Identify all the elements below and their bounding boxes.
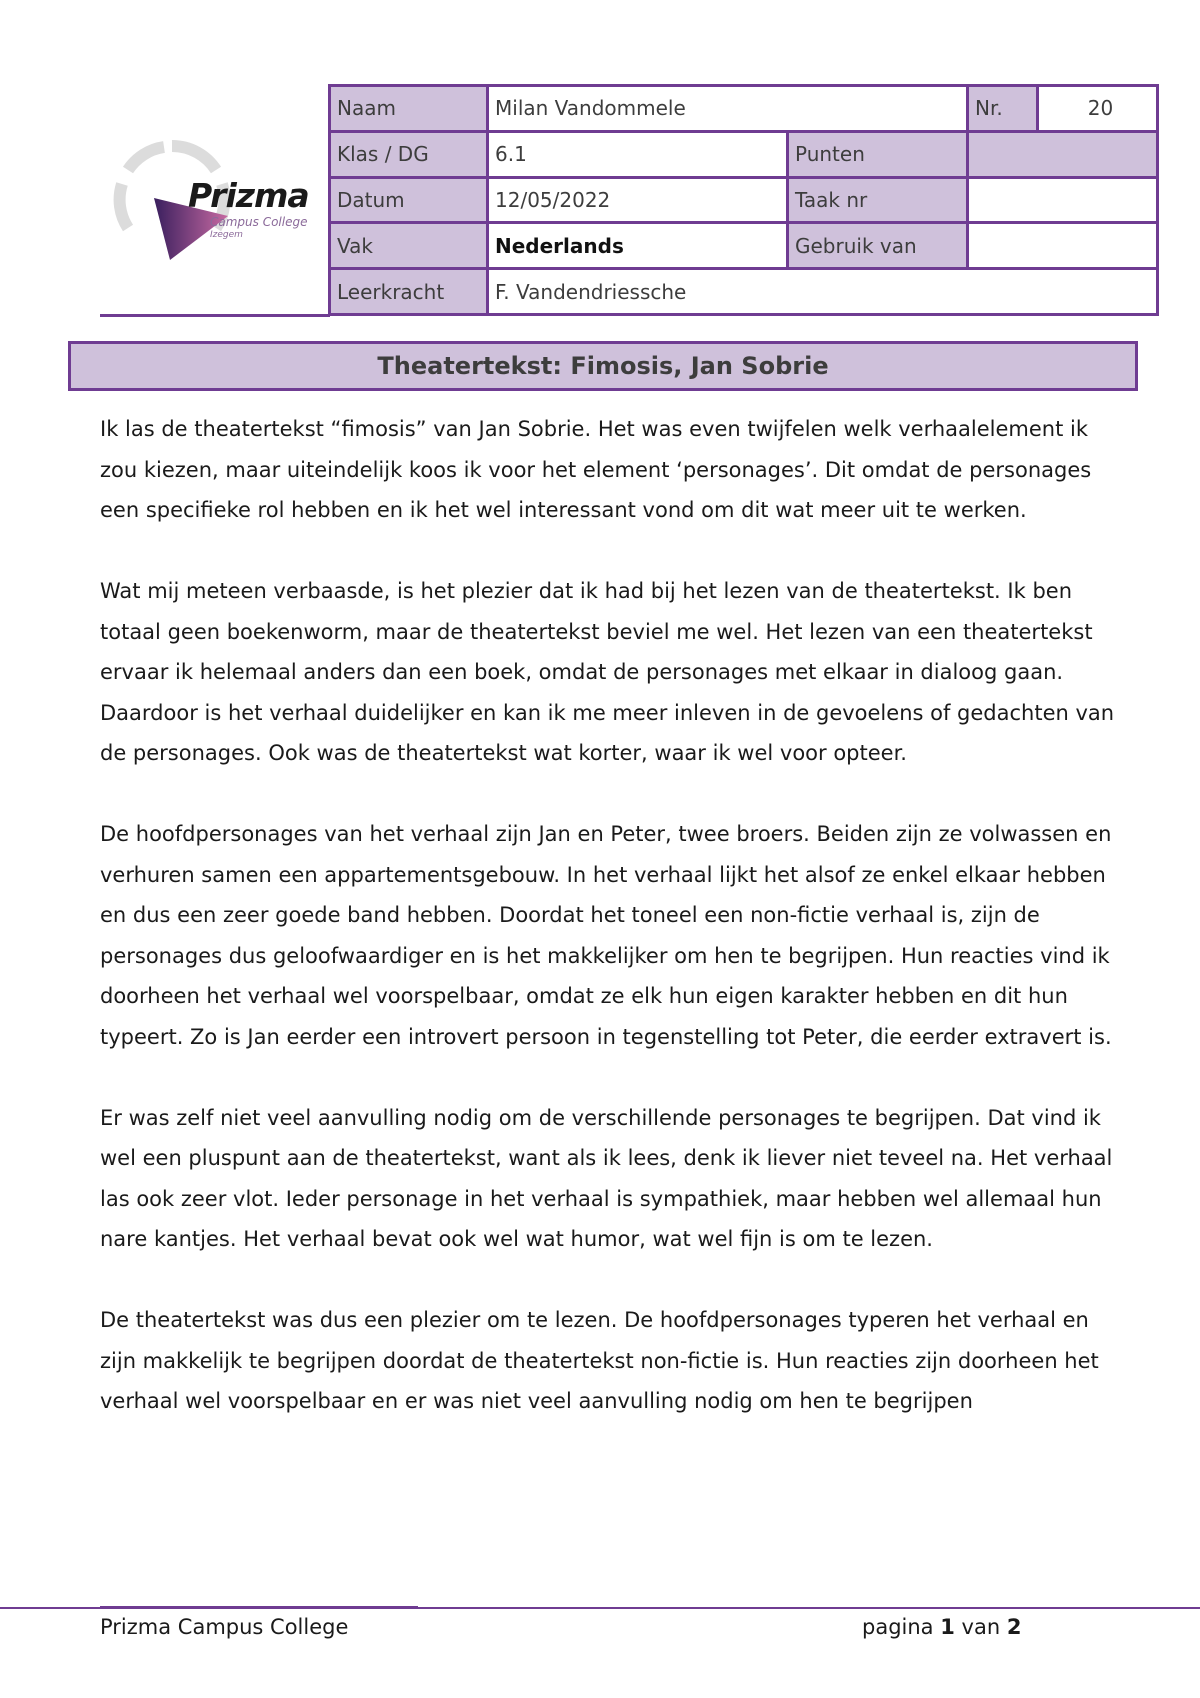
- of-word: van: [961, 1615, 1001, 1639]
- gebruik-value: [968, 223, 1158, 269]
- gebruik-label: Gebruik van: [788, 223, 968, 269]
- paragraph: Er was zelf niet veel aanvulling nodig om de verschillende personages te begrijpen. Dat vind ik wel een pluspunt aan de theatertekst, want als ik lees, denk ik liever niet teveel na. Het verhaal las ook zeer vlot. Ieder personage in het verhaal is sympathiek, maar hebben wel allemaal hun nare kantjes. Het verhaal bevat ook wel wat humor, wat wel fijn is om te lezen.: [100, 1105, 1113, 1251]
- taak-label: Taak nr: [788, 177, 968, 223]
- punten-label: Punten: [788, 131, 968, 177]
- row-leerkracht: [330, 269, 1158, 315]
- logo-subtitle: Campus College: [210, 215, 308, 229]
- naam-value: Milan Vandommele: [488, 86, 968, 132]
- page-word: pagina: [862, 1615, 934, 1639]
- vak-label: Vak: [330, 223, 488, 269]
- nr-label: Nr.: [968, 86, 1038, 132]
- leerkracht-value: F. Vandendriessche: [488, 269, 1158, 315]
- taak-value: [968, 177, 1158, 223]
- datum-value: 12/05/2022: [488, 177, 788, 223]
- row-vak: [330, 223, 1158, 269]
- row-naam: [330, 86, 1158, 132]
- school-logo: [112, 136, 312, 266]
- footer-school: Prizma Campus College: [100, 1615, 349, 1639]
- paragraph: Ik las de theatertekst “fimosis” van Jan Sobrie. Het was even twijfelen welk verhaalelement ik zou kiezen, maar uiteindelijk koos ik voor het element ‘personages’. Dit omdat de personages een specifieke rol hebben en ik het wel interessant vond om dit wat meer uit te werken.: [100, 417, 1092, 522]
- klas-label: Klas / DG: [330, 131, 488, 177]
- naam-label: Naam: [330, 86, 488, 132]
- logo-name: Prizma: [188, 176, 309, 215]
- logo-city: Izegem: [210, 230, 243, 240]
- row-datum: [330, 177, 1158, 223]
- vak-value: Nederlands: [488, 223, 788, 269]
- datum-label: Datum: [330, 177, 488, 223]
- footer-page-number: [862, 1615, 1021, 1639]
- footer-divider-accent: [100, 1606, 418, 1608]
- leerkracht-label: Leerkracht: [330, 269, 488, 315]
- paragraph: Wat mij meteen verbaasde, is het plezier dat ik had bij het lezen van de theatertekst. Ik ben totaal geen boekenworm, maar de theatertekst beviel me wel. Het lezen van een theatertekst ervaar ik helemaal anders dan een boek, omdat de personages met elkaar in dialoog gaan. Daardoor is het verhaal duidelijker en kan ik me meer inleven in de gevoelens of gedachten van de personages. Ook was de theatertekst wat korter, waar ik wel voor opteer.: [100, 579, 1115, 765]
- document-title: Theatertekst: Fimosis, Jan Sobrie: [68, 341, 1138, 391]
- header-divider: [100, 314, 330, 317]
- document-body: [100, 409, 1120, 1462]
- page-total: 2: [1006, 1615, 1022, 1639]
- paragraph: De hoofdpersonages van het verhaal zijn Jan en Peter, twee broers. Beiden zijn ze volwassen en verhuren samen een appartementsgebouw. In het verhaal lijkt het alsof ze enkel elkaar hebben en dus een zeer goede band hebben. Doordat het toneel een non-fictie verhaal is, zijn de personages dus geloofwaardiger en is het makkelijker om hen te begrijpen. Hun reacties vind ik doorheen het verhaal wel voorspelbaar, omdat ze elk hun eigen karakter hebben en dit hun typeert. Zo is Jan eerder een introvert persoon in tegenstelling tot Peter, die eerder extravert is.: [100, 822, 1112, 1049]
- header-info-table: [328, 84, 1159, 316]
- punten-value: [968, 131, 1158, 177]
- row-klas: [330, 131, 1158, 177]
- paragraph: De theatertekst was dus een plezier om te lezen. De hoofdpersonages typeren het verhaal en zijn makkelijk te begrijpen doordat de theatertekst non-fictie is. Hun reacties zijn doorheen het verhaal wel voorspelbaar en er was niet veel aanvulling nodig om hen te begrijpen: [100, 1308, 1099, 1413]
- klas-value: 6.1: [488, 131, 788, 177]
- page-current: 1: [940, 1615, 955, 1639]
- nr-value: 20: [1038, 86, 1158, 132]
